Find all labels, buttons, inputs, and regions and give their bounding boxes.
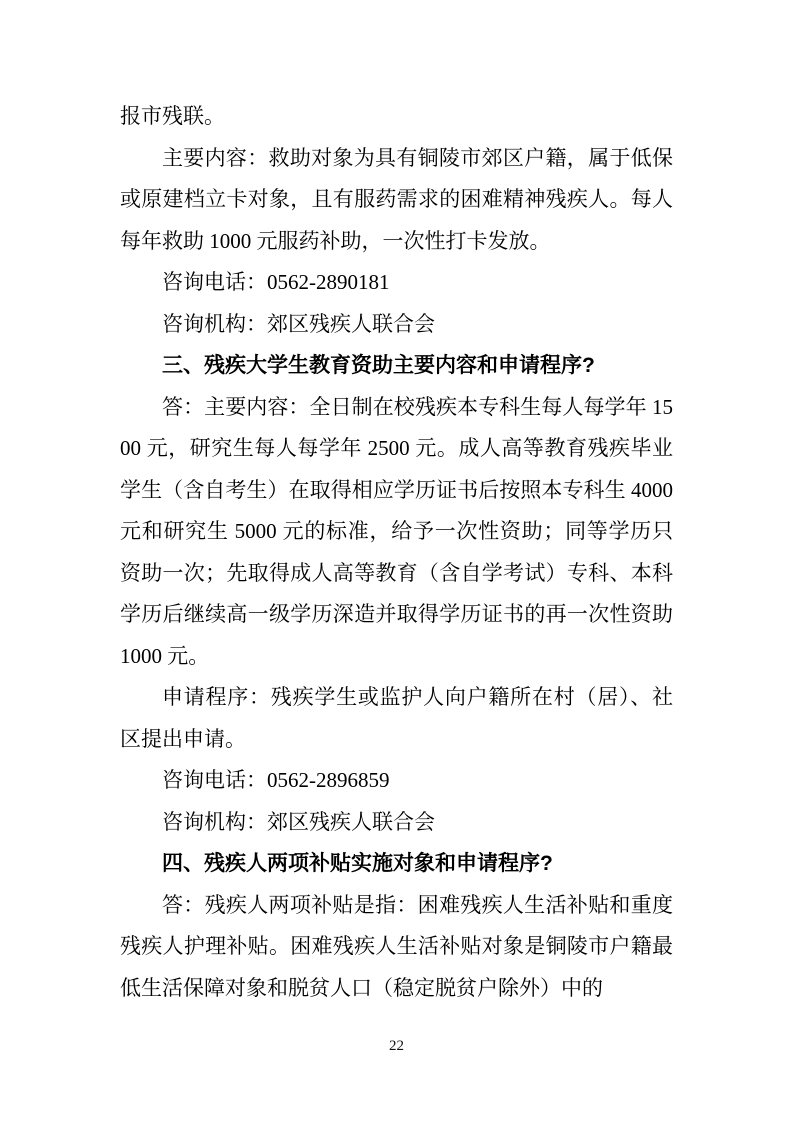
- paragraph: 答：残疾人两项补贴是指：困难残疾人生活补贴和重度残疾人护理补贴。困难残疾人生活补贴对象是铜陵市户籍最低生活保障对象和脱贫人口（稳定脱贫户除外）中的: [120, 892, 673, 1000]
- paragraph: 主要内容：救助对象为具有铜陵市郊区户籍，属于低保或原建档立卡对象，且有服药需求的困难精神残疾人。每人每年救助 1000 元服药补助，一次性打卡发放。: [120, 145, 673, 253]
- paragraph: 申请程序：残疾学生或监护人向户籍所在村（居）、社区提出申请。: [120, 685, 673, 751]
- page-body: [120, 96, 673, 1009]
- paragraph: 咨询电话：0562-2890181: [162, 270, 390, 294]
- paragraph: 咨询机构：郊区残疾人联合会: [162, 809, 435, 834]
- section-heading: 三、残疾大学生教育资助主要内容和申请程序?: [162, 354, 595, 377]
- paragraph: 咨询机构：郊区残疾人联合会: [162, 311, 435, 336]
- page-number-footer: 22: [389, 1038, 404, 1054]
- section-heading: 四、残疾人两项补贴实施对象和申请程序?: [162, 852, 553, 875]
- paragraph: 答：主要内容：全日制在校残疾本专科生每人每学年 1500 元，研究生每人每学年 2500 元。成人高等教育残疾毕业学生（含自考生）在取得相应学历证书后按照本专科生 4000 元和研究生 5000 元的标准，给予一次性资助；同等学历只资助一次；先取得成人高等教育（含自学考试）专科、本科学历后继续高一级学历深造并取得学历证书的再一次性资助 1000 元。: [120, 394, 673, 668]
- paragraph: 咨询电话：0562-2896859: [162, 768, 390, 792]
- paragraph: 报市残联。: [120, 104, 225, 128]
